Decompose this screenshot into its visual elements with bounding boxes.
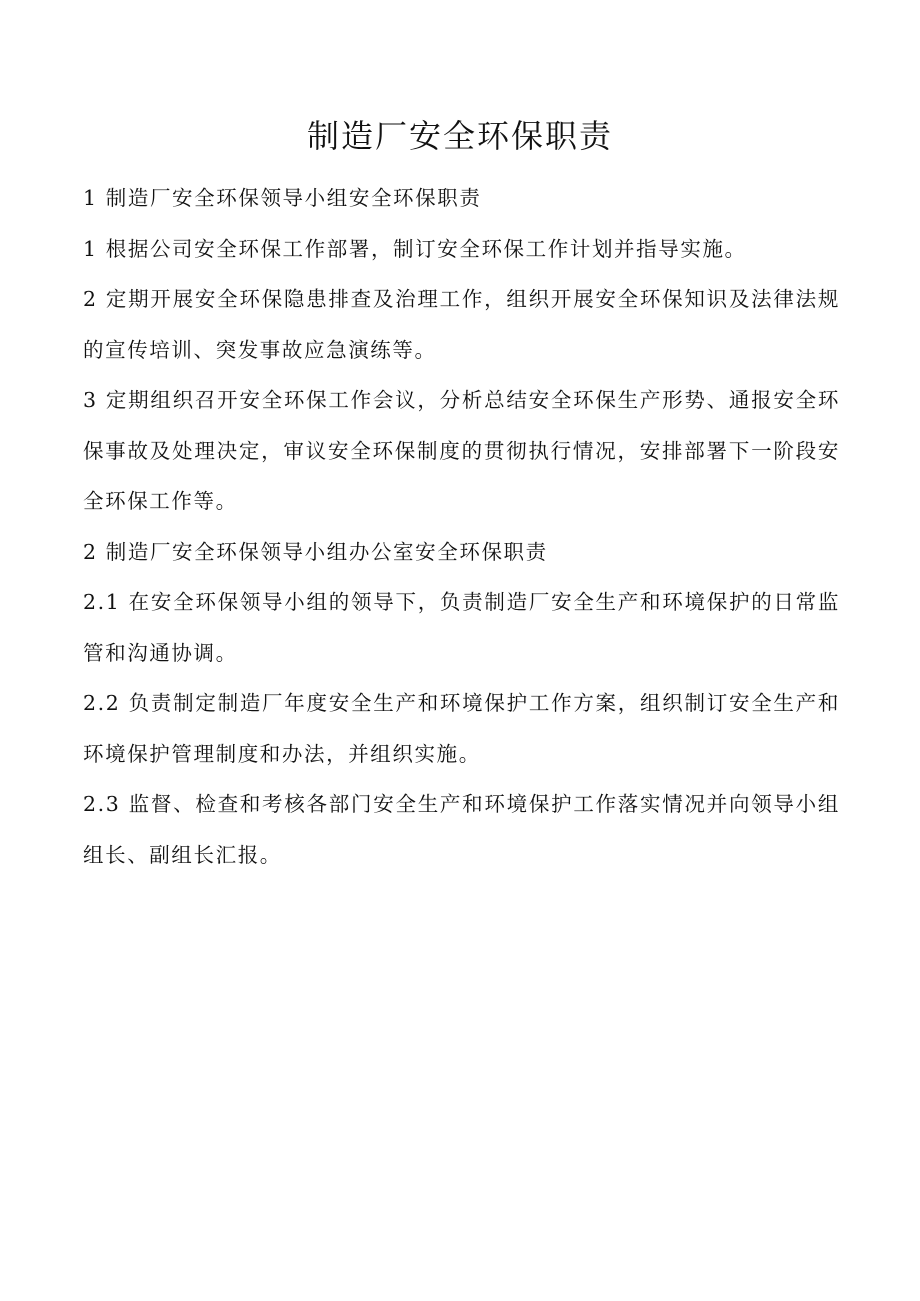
paragraph-1-3: 3 定期组织召开安全环保工作会议，分析总结安全环保生产形势、通报安全环保事故及处理决定，审议安全环保制度的贯彻执行情况，安排部署下一阶段安全环保工作等。: [83, 388, 840, 513]
section-heading-2: 2 制造厂安全环保领导小组办公室安全环保职责: [83, 539, 548, 564]
document-body: [83, 173, 840, 880]
paragraph-1-1: 1 根据公司安全环保工作部署，制订安全环保工作计划并指导实施。: [83, 236, 747, 261]
section-heading-1: 1 制造厂安全环保领导小组安全环保职责: [83, 186, 482, 210]
document-title: 制造厂安全环保职责: [306, 117, 613, 155]
paragraph-1-2: 2 定期开展安全环保隐患排查及治理工作，组织开展安全环保知识及法律法规的宣传培训、突发事故应急演练等。: [83, 287, 840, 362]
paragraph-2-1: 2.1 在安全环保领导小组的领导下，负责制造厂安全生产和环境保护的日常监管和沟通协调。: [83, 590, 840, 665]
paragraph-2-2: 2.2 负责制定制造厂年度安全生产和环境保护工作方案，组织制订安全生产和环境保护管理制度和办法，并组织实施。: [83, 691, 840, 766]
paragraph-2-3: 2.3 监督、检查和考核各部门安全生产和环境保护工作落实情况并向领导小组组长、副组长汇报。: [83, 792, 840, 867]
